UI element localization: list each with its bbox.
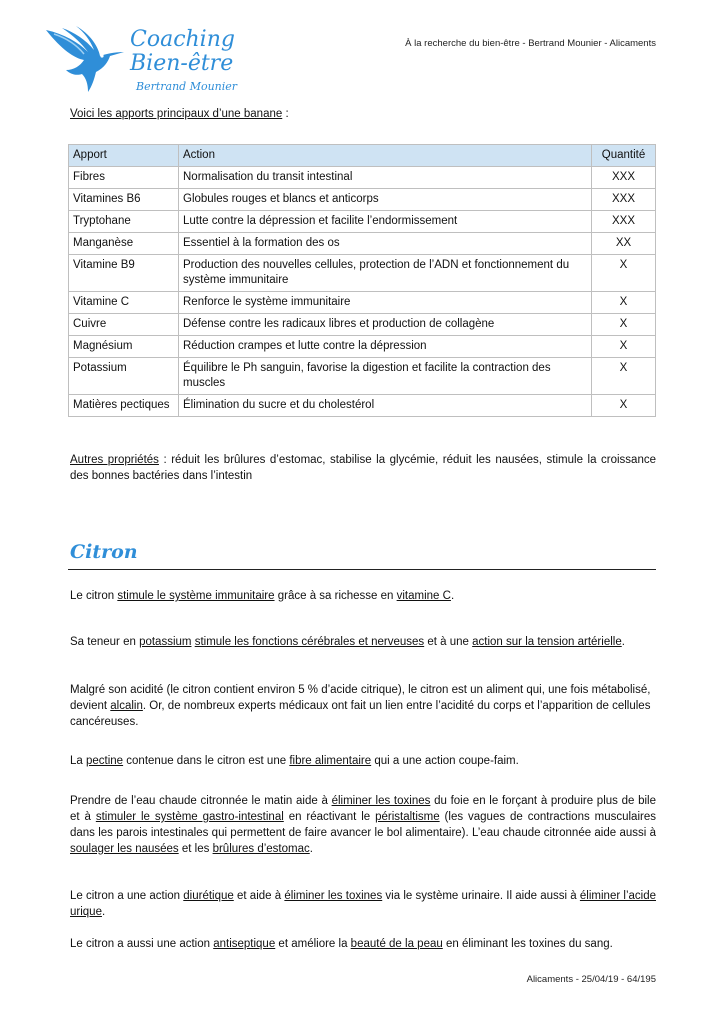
cell-apport: Manganèse: [69, 233, 179, 255]
cell-action: Défense contre les radicaux libres et production de collagène: [179, 314, 592, 336]
cell-action: Renforce le système immunitaire: [179, 292, 592, 314]
text-run: .: [450, 590, 455, 602]
table-row: [69, 395, 656, 417]
other-properties-text: : réduit les brûlures d’estomac, stabilise la glycémie, réduit les nausées, stimule la croissance des bonnes bactéries dans l’intestin: [70, 454, 656, 482]
text-run: qui a une action coupe-faim.: [371, 755, 519, 767]
column-header-apport: Apport: [69, 145, 179, 167]
cell-quantite: X: [592, 314, 656, 336]
underlined-term: vitamine C: [396, 590, 451, 602]
table-row: [69, 211, 656, 233]
running-title: À la recherche du bien-être - Bertrand Mounier - Alicaments: [405, 38, 656, 49]
text-run: du foie en le forçant à produire plus de bile et à: [70, 795, 656, 823]
cell-apport: Magnésium: [69, 336, 179, 358]
paragraph: [70, 793, 656, 857]
cell-quantite: X: [592, 292, 656, 314]
cell-apport: Vitamines B6: [69, 189, 179, 211]
text-run: .: [621, 636, 625, 648]
cell-quantite: X: [592, 358, 656, 395]
cell-quantite: X: [592, 336, 656, 358]
table-row: [69, 292, 656, 314]
text-run: Le citron a une action: [70, 890, 184, 902]
text-run: en éliminant les toxines du sang.: [442, 938, 613, 950]
cell-quantite: X: [592, 395, 656, 417]
section-divider: [68, 569, 656, 570]
text-run: en réactivant le: [283, 811, 376, 823]
cell-action: Globules rouges et blancs et anticorps: [179, 189, 592, 211]
cell-quantite: XXX: [592, 167, 656, 189]
hummingbird-icon: [44, 24, 134, 94]
text-run: contenue dans le citron est une: [123, 755, 290, 767]
underlined-term: éliminer les toxines: [284, 890, 383, 902]
table-intro-underlined: Voici les apports principaux d’une banane: [70, 108, 283, 120]
underlined-term: stimule le système immunitaire: [117, 590, 275, 602]
cell-action: Réduction crampes et lutte contre la dépression: [179, 336, 592, 358]
text-run: Le citron a aussi une action: [70, 938, 214, 950]
underlined-term: éliminer les toxines: [331, 795, 431, 807]
paragraph: [70, 888, 656, 920]
cell-quantite: XXX: [592, 189, 656, 211]
paragraph: [70, 588, 656, 604]
table-intro-suffix: :: [282, 108, 289, 120]
table-row: [69, 336, 656, 358]
text-run: et les: [178, 843, 213, 855]
logo: [44, 24, 244, 104]
table-row: [69, 233, 656, 255]
cell-apport: Tryptohane: [69, 211, 179, 233]
paragraph: [70, 753, 656, 769]
underlined-term: fibre alimentaire: [289, 755, 372, 767]
cell-action: Production des nouvelles cellules, protection de l’ADN et fonctionnement du système immunitaire: [179, 255, 592, 292]
cell-action: Lutte contre la dépression et facilite l’endormissement: [179, 211, 592, 233]
text-run: . Or, de nombreux experts médicaux ont fait un lien entre l’acidité du corps et l’apparition de cellules cancéreuses.: [70, 700, 651, 728]
table-row: [69, 189, 656, 211]
underlined-term: éliminer l’acide urique: [70, 890, 656, 918]
cell-quantite: XXX: [592, 211, 656, 233]
cell-action: Équilibre le Ph sanguin, favorise la digestion et facilite la contraction des muscles: [179, 358, 592, 395]
section-title-citron: Citron: [70, 541, 138, 563]
underlined-term: brûlures d’estomac: [212, 843, 310, 855]
page-footer: Alicaments - 25/04/19 - 64/195: [526, 974, 656, 985]
table-row: [69, 255, 656, 292]
underlined-term: pectine: [86, 755, 124, 767]
underlined-term: soulager les nausées: [70, 843, 179, 855]
paragraph: [70, 682, 656, 730]
other-properties-label: Autres propriétés: [70, 454, 159, 466]
text-run: et aide à: [233, 890, 285, 902]
text-run: (les vagues de contractions musculaires dans les parois intestinales qui permettent de faire avancer le bol alimentaire). L’eau chaude citronnée aide aussi à: [70, 811, 656, 839]
other-properties: [70, 452, 656, 484]
underlined-term: alcalin: [110, 700, 143, 712]
underlined-term: diurétique: [183, 890, 234, 902]
text-run: grâce à sa richesse en: [274, 590, 397, 602]
nutrients-table: [68, 144, 656, 417]
underlined-term: péristaltisme: [375, 811, 440, 823]
text-run: et à une: [424, 636, 473, 648]
column-header-action: Action: [179, 145, 592, 167]
underlined-term: action sur la tension artérielle: [472, 636, 622, 648]
cell-action: Normalisation du transit intestinal: [179, 167, 592, 189]
cell-action: Essentiel à la formation des os: [179, 233, 592, 255]
table-header-row: [69, 145, 656, 167]
table-intro: [70, 106, 289, 122]
text-run: Malgré son acidité (le citron contient environ 5 % d’acide citrique), le citron est un aliment qui, une fois métabolisé, devient: [70, 684, 651, 712]
logo-text-bien-etre: Bien-être: [130, 51, 234, 76]
cell-apport: Potassium: [69, 358, 179, 395]
text-run: .: [101, 906, 106, 918]
underlined-term: stimuler le système gastro-intestinal: [95, 811, 284, 823]
text-run: Le citron: [70, 590, 118, 602]
logo-text-coaching: Coaching: [130, 27, 235, 52]
cell-apport: Vitamine C: [69, 292, 179, 314]
text-run: Prendre de l’eau chaude citronnée le matin aide à: [70, 795, 332, 807]
cell-quantite: X: [592, 255, 656, 292]
cell-action: Élimination du sucre et du cholestérol: [179, 395, 592, 417]
text-run: La: [70, 755, 86, 767]
underlined-term: beauté de la peau: [350, 938, 443, 950]
cell-quantite: XX: [592, 233, 656, 255]
text-run: .: [309, 843, 313, 855]
cell-apport: Matières pectiques: [69, 395, 179, 417]
text-run: Sa teneur en: [70, 636, 140, 648]
underlined-term: potassium: [139, 636, 192, 648]
underlined-term: antiseptique: [213, 938, 276, 950]
underlined-term: stimule les fonctions cérébrales et nerveuses: [194, 636, 425, 648]
paragraph: [70, 936, 656, 952]
cell-apport: Cuivre: [69, 314, 179, 336]
text-run: via le système urinaire. Il aide aussi à: [382, 890, 580, 902]
table-row: [69, 358, 656, 395]
table-row: [69, 314, 656, 336]
text-run: et améliore la: [275, 938, 351, 950]
cell-apport: Vitamine B9: [69, 255, 179, 292]
column-header-quantite: Quantité: [592, 145, 656, 167]
logo-author: Bertrand Mounier: [136, 80, 238, 93]
cell-apport: Fibres: [69, 167, 179, 189]
paragraph: [70, 634, 656, 650]
table-row: [69, 167, 656, 189]
